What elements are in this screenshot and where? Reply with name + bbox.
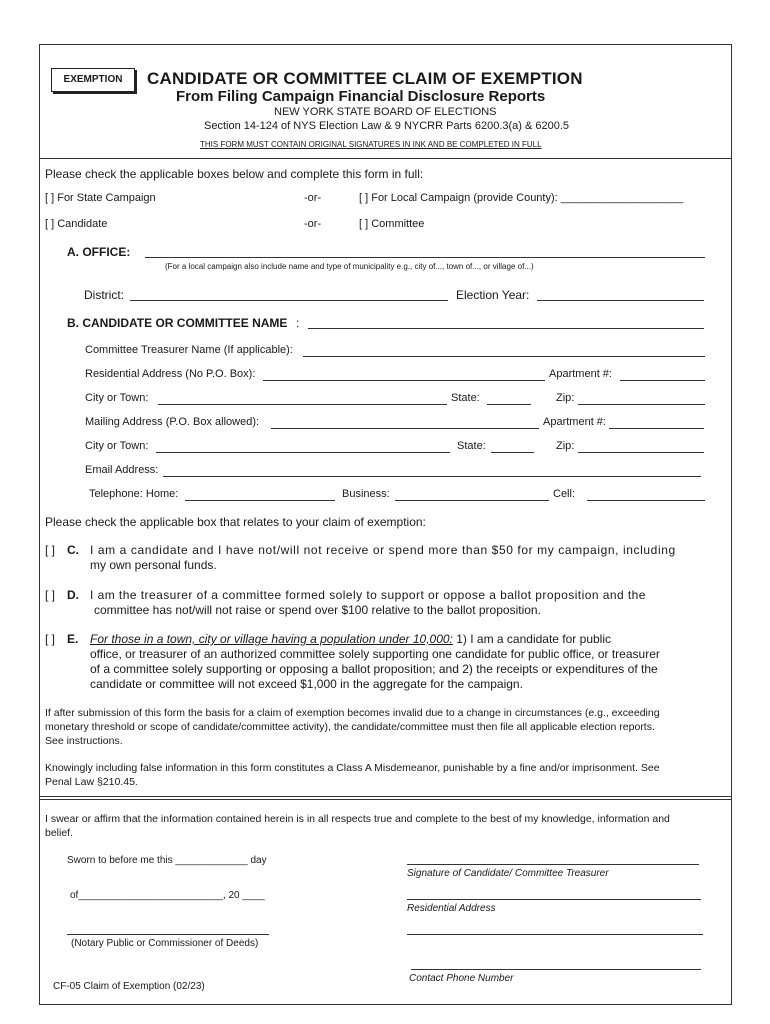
state-field[interactable] (487, 404, 531, 405)
option-d-letter: D. (67, 588, 79, 602)
exemption-badge: EXEMPTION (51, 68, 135, 92)
election-year-field[interactable] (537, 300, 704, 301)
oath-divider (39, 796, 732, 797)
zip-label: Zip: (556, 392, 575, 404)
option-e-letter: E. (67, 632, 79, 646)
city-label: City or Town: (85, 440, 149, 452)
notary-label: (Notary Public or Commissioner of Deeds) (71, 938, 259, 949)
option-c-text: I am a candidate and I have not/will not receive or spend more than $50 for my campaign, including (90, 543, 676, 557)
oath-text: belief. (45, 827, 74, 839)
city-field[interactable] (156, 452, 450, 453)
office-label: A. OFFICE: (67, 245, 131, 259)
state-campaign-checkbox[interactable]: [ ] For State Campaign (45, 192, 156, 204)
committee-checkbox[interactable]: [ ] Committee (359, 218, 425, 230)
option-c-checkbox[interactable]: [ ] (45, 543, 56, 557)
state-field[interactable] (491, 452, 534, 453)
option-e-checkbox[interactable]: [ ] (45, 632, 56, 646)
signature-notice: THIS FORM MUST CONTAIN ORIGINAL SIGNATURES IN INK AND BE COMPLETED IN FULL (200, 140, 542, 149)
invalid-note: If after submission of this form the basis for a claim of exemption becomes invalid due to a change in circumstances (e.g., exceeding (45, 707, 660, 719)
residential-field[interactable] (263, 380, 545, 381)
apartment-label: Apartment #: (543, 416, 606, 428)
city-label: City or Town: (85, 392, 149, 404)
or-separator: -or- (304, 218, 322, 230)
district-label: District: (84, 288, 124, 302)
cell-field[interactable] (587, 500, 705, 501)
zip-label: Zip: (556, 440, 575, 452)
option-e-text: office, or treasurer of an authorized committee solely supporting one candidate for public office, or treasurer (90, 647, 660, 661)
form-id-footer: CF-05 Claim of Exemption (02/23) (53, 981, 205, 992)
zip-field[interactable] (578, 452, 704, 453)
email-field[interactable] (163, 476, 701, 477)
telephone-home-field[interactable] (185, 500, 335, 501)
contact-phone-field[interactable] (411, 969, 701, 970)
oath-divider (39, 799, 732, 800)
residential-address-label: Residential Address (407, 903, 496, 914)
claim-intro: Please check the applicable box that relates to your claim of exemption: (45, 515, 426, 529)
notary-signature-field[interactable] (67, 934, 269, 935)
agency-name: NEW YORK STATE BOARD OF ELECTIONS (274, 106, 497, 118)
form-subtitle: From Filing Campaign Financial Disclosure Reports (176, 88, 546, 105)
state-label: State: (457, 440, 486, 452)
or-separator: -or- (304, 192, 322, 204)
treasurer-field[interactable] (303, 356, 705, 357)
invalid-note: See instructions. (45, 735, 123, 747)
legal-reference: Section 14-124 of NYS Election Law & 9 NYCRR Parts 6200.3(a) & 6200.5 (204, 120, 570, 132)
residential-address-field[interactable] (407, 899, 701, 900)
treasurer-label: Committee Treasurer Name (If applicable): (85, 344, 293, 356)
business-label: Business: (342, 488, 390, 500)
mailing-field[interactable] (271, 428, 539, 429)
oath-text: I swear or affirm that the information contained herein is in all respects true and complete to the best of my knowledge, information and (45, 813, 670, 825)
penalty-note: Penal Law §210.45. (45, 776, 138, 788)
option-e-condition: For those in a town, city or village having a population under 10,000: (90, 632, 453, 646)
local-campaign-checkbox[interactable]: [ ] For Local Campaign (provide County): ____________________ (359, 192, 684, 204)
email-label: Email Address: (85, 464, 159, 476)
date-line[interactable]: of__________________________, 20 ____ (70, 890, 265, 901)
option-e-text: candidate or committee will not exceed $1,000 in the aggregate for the campaign. (90, 677, 523, 691)
office-field[interactable] (145, 257, 705, 258)
name-field[interactable] (308, 328, 704, 329)
option-c-letter: C. (67, 543, 79, 557)
apartment-label: Apartment #: (549, 368, 612, 380)
sworn-line[interactable]: Sworn to before me this _____________ day (67, 855, 267, 866)
signature-field[interactable] (407, 864, 699, 865)
invalid-note: monetary threshold or scope of candidate/committee activity), the candidate/committee must then file all applicable election reports. (45, 721, 655, 733)
header-divider (39, 158, 732, 159)
telephone-home-label: Telephone: Home: (89, 488, 179, 500)
form-title: CANDIDATE OR COMMITTEE CLAIM OF EXEMPTION (147, 69, 583, 88)
option-e-text (90, 632, 611, 646)
zip-field[interactable] (578, 404, 705, 405)
contact-phone-label: Contact Phone Number (409, 973, 514, 984)
option-d-text: committee has not/will not raise or spend over $100 relative to the ballot proposition. (94, 603, 541, 617)
additional-address-field[interactable] (407, 934, 703, 935)
state-label: State: (451, 392, 480, 404)
name-colon: : (296, 316, 300, 330)
name-label: B. CANDIDATE OR COMMITTEE NAME (67, 316, 288, 330)
district-field[interactable] (130, 300, 448, 301)
option-e-text: of a committee solely supporting or opposing a ballot proposition; and 2) the receipts or expenditures of the (90, 662, 658, 676)
cell-label: Cell: (553, 488, 576, 500)
apartment-field[interactable] (620, 380, 705, 381)
option-c-text: my own personal funds. (90, 558, 217, 572)
option-d-text: I am the treasurer of a committee formed solely to support or oppose a ballot proposition and the (90, 588, 646, 602)
business-field[interactable] (395, 500, 549, 501)
signature-label: Signature of Candidate/ Committee Treasurer (407, 868, 609, 879)
option-e-text-start: 1) I am a candidate for public (452, 632, 611, 646)
election-year-label: Election Year: (456, 288, 530, 302)
intro-text: Please check the applicable boxes below and complete this form in full: (45, 167, 424, 181)
office-note: (For a local campaign also include name and type of municipality e.g., city of..., town of..., or village of...) (165, 262, 534, 271)
apartment-field[interactable] (609, 428, 704, 429)
mailing-label: Mailing Address (P.O. Box allowed): (85, 416, 260, 428)
candidate-checkbox[interactable]: [ ] Candidate (45, 218, 108, 230)
city-field[interactable] (158, 404, 447, 405)
residential-label: Residential Address (No P.O. Box): (85, 368, 256, 380)
option-d-checkbox[interactable]: [ ] (45, 588, 56, 602)
penalty-note: Knowingly including false information in this form constitutes a Class A Misdemeanor, punishable by a fine and/or imprisonment. See (45, 762, 660, 774)
